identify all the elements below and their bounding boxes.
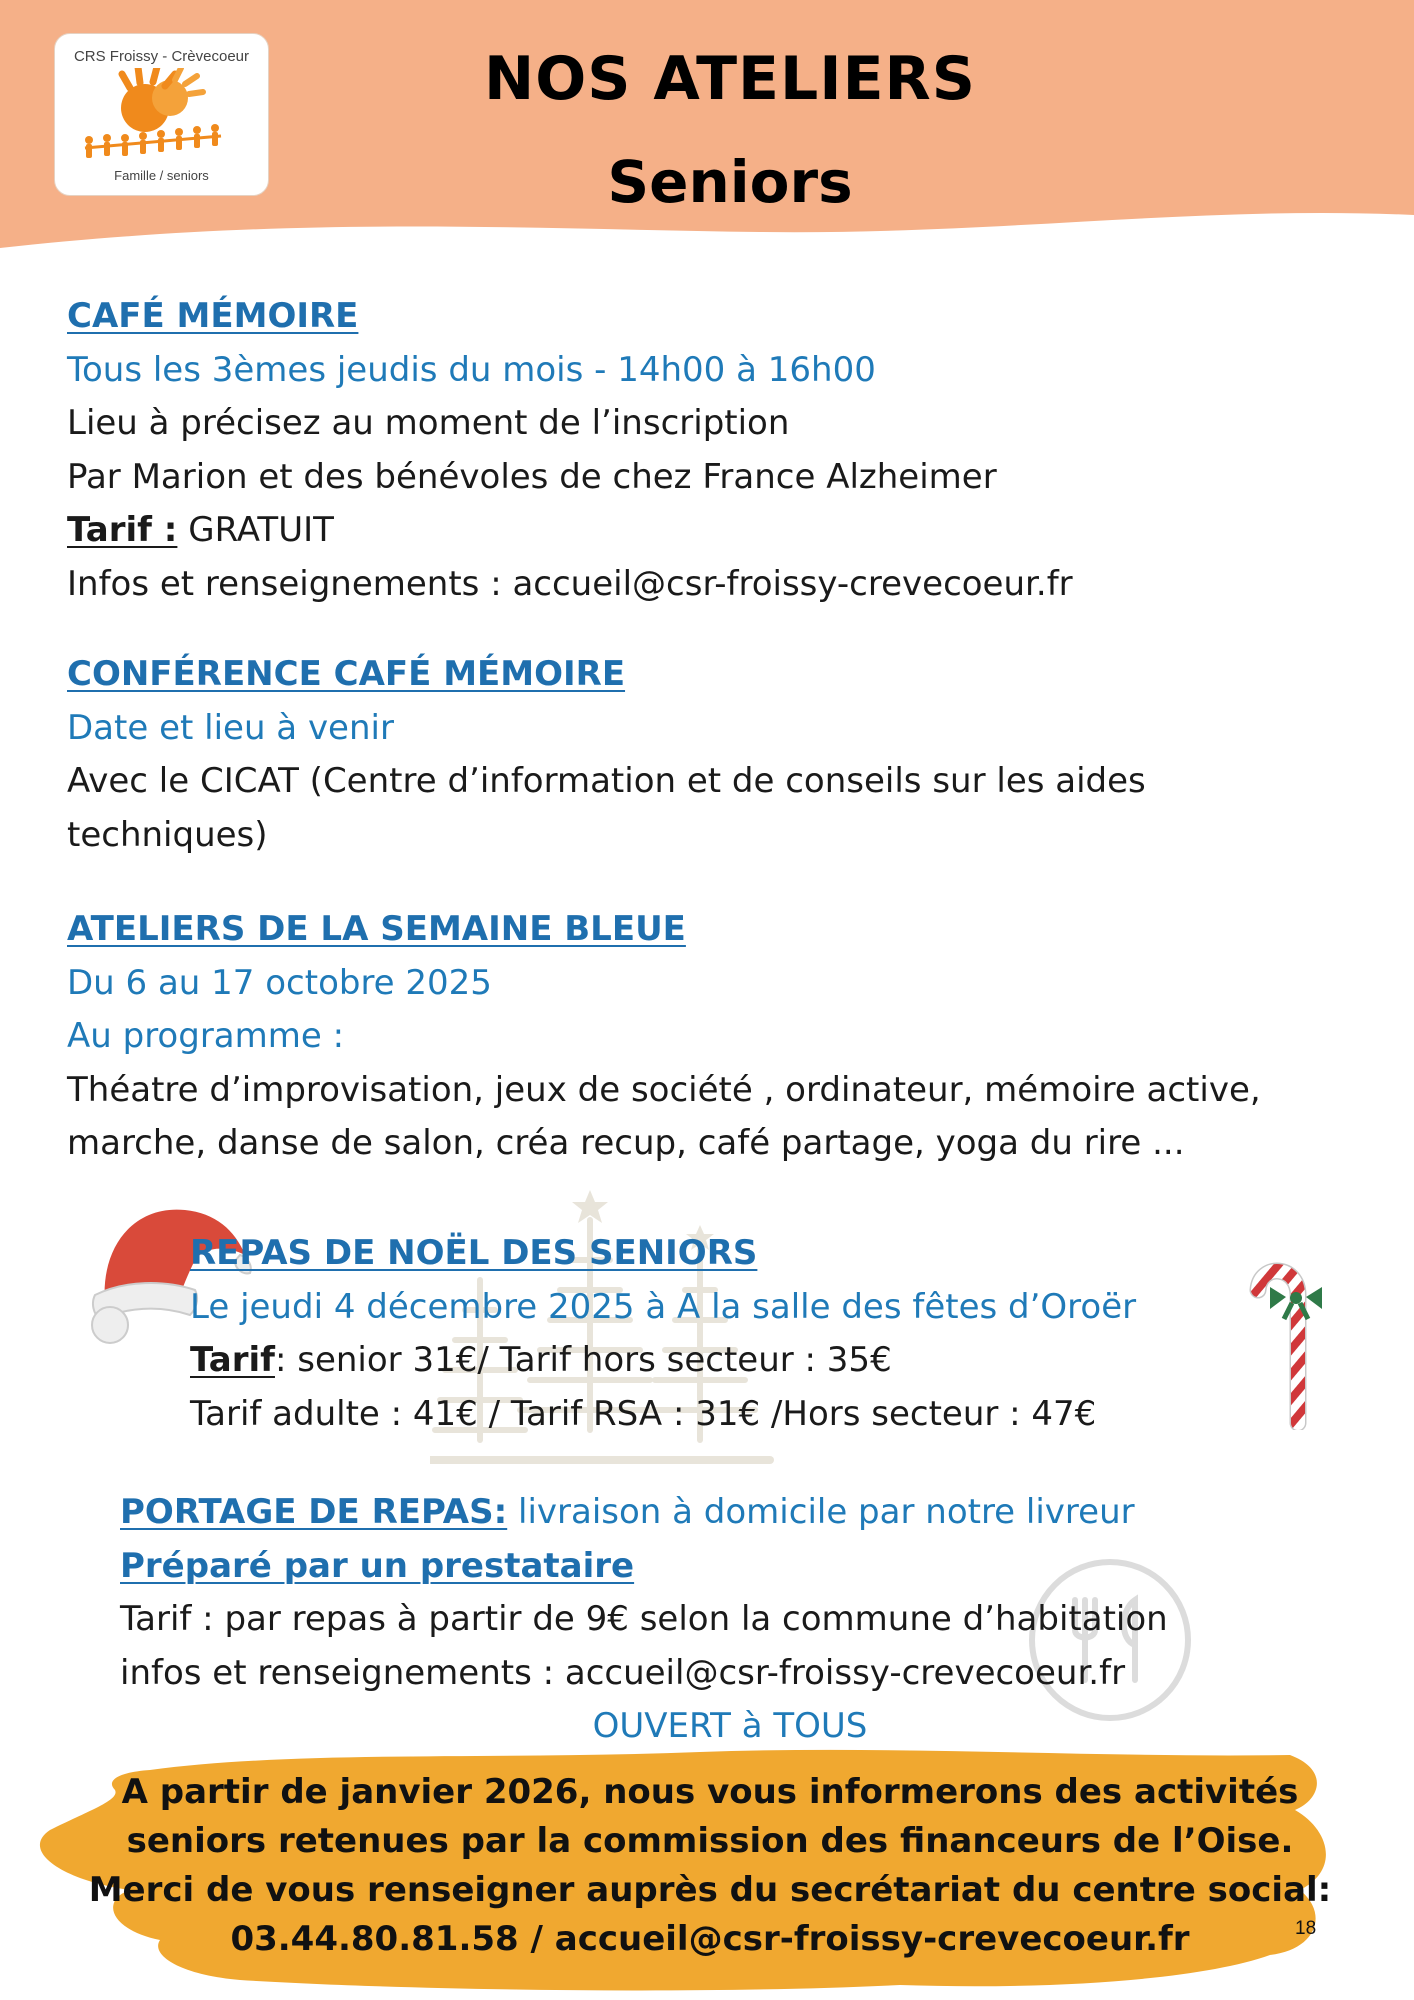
footer-line-4: 03.44.80.81.58 / accueil@csr-froissy-crevecoeur.fr [230, 1919, 1190, 1959]
hands-family-icon [75, 68, 248, 168]
tarif-label: Tarif : [67, 510, 178, 550]
cafe-memoire-schedule: Tous les 3èmes jeudis du mois - 14h00 à 16h00 [67, 349, 876, 390]
footer-notice [60, 1768, 1360, 1964]
footer-line-3: Merci de vous renseigner auprès du secrétariat du centre social: [88, 1870, 1332, 1910]
conference-heading: CONFÉRENCE CAFÉ MÉMOIRE [67, 654, 626, 694]
semaine-bleue-programme-1: Théatre d’improvisation, jeux de société , ordinateur, mémoire active, [67, 1069, 1261, 1110]
cafe-memoire-place: Lieu à précisez au moment de l’inscription [67, 403, 790, 443]
section-cafe-memoire [67, 290, 1073, 611]
page-title: NOS ATELIERS [484, 44, 976, 114]
cafe-memoire-organizer: Par Marion et des bénévoles de chez France Alzheimer [67, 456, 997, 497]
logo-top-text: CRS Froissy - Crèvecoeur [73, 48, 250, 65]
cafe-memoire-tarif [67, 504, 1073, 558]
candy-cane-icon [1248, 1245, 1328, 1430]
tarif-value: GRATUIT [188, 510, 334, 550]
noel-tarif-1 [190, 1334, 1136, 1388]
section-noel [190, 1227, 1136, 1441]
footer-line-2: seniors retenues par la commission des financeurs de l’Oise. [126, 1821, 1294, 1861]
noel-heading: REPAS DE NOËL DES SENIORS [190, 1233, 758, 1273]
conference-desc-2: techniques) [67, 814, 268, 855]
section-conference [67, 648, 1146, 862]
page-subtitle: Seniors [607, 148, 853, 216]
semaine-bleue-dates: Du 6 au 17 octobre 2025 [67, 962, 492, 1003]
portage-open: OUVERT à TOUS [592, 1706, 868, 1746]
conference-desc-1: Avec le CICAT (Centre d’information et de conseils sur les aides [67, 761, 1146, 801]
semaine-bleue-programme-2: marche, danse de salon, créa recup, café partage, yoga du rire ... [67, 1123, 1185, 1163]
noel-tarif-label: Tarif [190, 1340, 275, 1380]
noel-tarif-value: : senior 31€/ Tarif hors secteur : 35€ [274, 1340, 892, 1380]
conference-date: Date et lieu à venir [67, 707, 394, 748]
cafe-memoire-info: Infos et renseignements : accueil@csr-froissy-crevecoeur.fr [67, 563, 1073, 604]
cafe-memoire-heading: CAFÉ MÉMOIRE [67, 296, 359, 336]
semaine-bleue-programme-label: Au programme : [67, 1016, 345, 1056]
logo [54, 33, 269, 196]
portage-delivery: livraison à domicile par notre livreur [507, 1492, 1135, 1532]
portage-heading-line [120, 1486, 1168, 1540]
portage-prepared: Préparé par un prestataire [120, 1545, 635, 1586]
noel-tarif-2: Tarif adulte : 41€ / Tarif RSA : 31€ /Hors secteur : 47€ [190, 1393, 1097, 1434]
portage-heading: PORTAGE DE REPAS: [120, 1492, 508, 1532]
section-portage [120, 1486, 1168, 1700]
section-semaine-bleue [67, 903, 1261, 1171]
portage-info: infos et renseignements : accueil@csr-froissy-crevecoeur.fr [120, 1652, 1126, 1693]
portage-tarif: Tarif : par repas à partir de 9€ selon la commune d’habitation [120, 1599, 1168, 1639]
logo-bottom-text: Famille / seniors [114, 168, 209, 183]
footer-line-1: A partir de janvier 2026, nous vous informerons des activités [121, 1772, 1299, 1812]
noel-date: Le jeudi 4 décembre 2025 à A la salle des fêtes d’Oroër [190, 1286, 1137, 1327]
page-number: 18 [1295, 1918, 1317, 1939]
semaine-bleue-heading: ATELIERS DE LA SEMAINE BLEUE [67, 909, 686, 949]
